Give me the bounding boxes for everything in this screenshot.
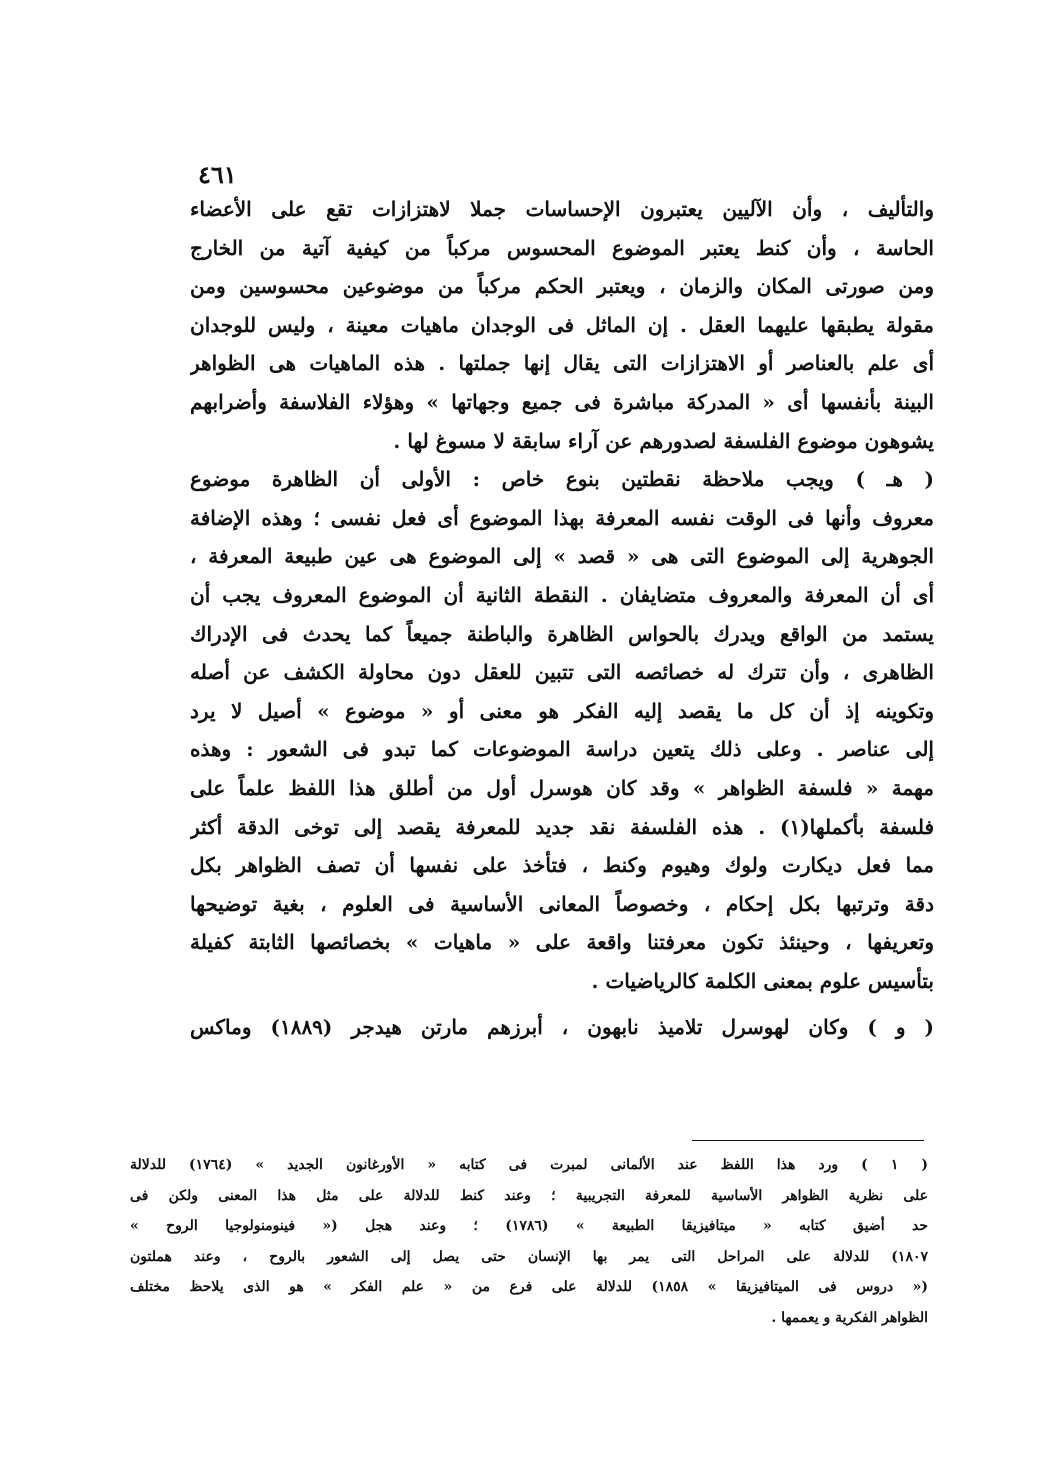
body-line: مما فعل ديكارت ولوك وهيوم وكنط ، فتأخذ على نفسها أن تصف الظواهر بكل — [190, 853, 934, 878]
body-line: إلى عناصر . وعلى ذلك يتعين دراسة الموضوعات كما تبدو فى الشعور : وهذه — [190, 737, 934, 762]
footnote-line: حد أضيق كتابه « ميتافيزيقا الطبيعة » (١٧٨٦) ؛ وعند هجل (« فينومنولوجيا الروح » — [130, 1218, 928, 1234]
page-number: ٤٦١ — [198, 160, 237, 189]
footnote-line: (« دروس فى الميتافيزيقا » ١٨٥٨) للدلالة على فرع من « علم الفكر » هو الذى يلاحظ مختلف — [130, 1279, 928, 1295]
body-line: الجوهرية إلى الموضوع التى هى « قصد » إلى الموضوع هى عين طبيعة المعرفة ، — [190, 544, 934, 569]
body-line: والتأليف ، وأن الآليين يعتبرون الإحساسات جملا لاهتزازات تقع على الأعضاء — [190, 197, 934, 221]
body-line: بتأسيس علوم بمعنى الكلمة كالرياضيات . — [591, 968, 934, 993]
footnote-separator — [692, 1140, 924, 1141]
body-line: يشوهون موضوع الفلسفة لصدورهم عن آراء سابقة لا مسوغ لها . — [393, 428, 934, 453]
body-line: مقولة يطبقها عليهما العقل . إن الماثل فى الوجدان ماهيات معينة ، وليس للوجدان — [190, 312, 934, 337]
footnotes — [130, 1150, 928, 1333]
footnote-line: ( ١ ) ورد هذا اللفظ عند الألمانى لمبرت فى كتابه « الأورغانون الجديد » (١٧٦٤) للدلالة — [130, 1157, 928, 1173]
body-line: وتكوينه إذ أن كل ما يقصد إليه الفكر هو معنى أو « موضوع » أصيل لا يرد — [190, 698, 934, 723]
body-line: فلسفة بأكملها(١) . هذه الفلسفة نقد جديد للمعرفة يقصد إلى توخى الدقة أكثر — [190, 814, 934, 839]
body-line: ومن صورتى المكان والزمان ، ويعتبر الحكم مركباً من موضوعين محسوسين ومن — [190, 274, 934, 299]
body-line: الظاهرى ، وأن تترك له خصائصه التى تتبين للعقل دون محاولة الكشف عن أصله — [190, 660, 934, 685]
body-text — [190, 190, 934, 1047]
body-line: أى علم بالعناصر أو الاهتزازات التى يقال إنها جملتها . هذه الماهيات هى الظواهر — [190, 351, 934, 376]
body-line: الحاسة ، وأن كنط يعتبر الموضوع المحسوس مركباً من كيفية آتية من الخارج — [190, 235, 934, 260]
footnote-line: الظواهر الفكرية و يعممها . — [771, 1309, 928, 1326]
footnote-line: على نظرية الظواهر الأساسية للمعرفة التجريبية ؛ وعند كنط للدلالة على مثل هذا المعنى ولكن فى — [130, 1187, 928, 1204]
footnote-line: ١٨٠٧) للدلالة على المراحل التى يمر بها الإنسان حتى يصل إلى الشعور بالروح ، وعند هملتون — [130, 1248, 928, 1265]
body-line: أى أن المعرفة والمعروف متضايفان . النقطة الثانية أن الموضوع المعروف يجب أن — [190, 582, 934, 607]
body-line: ( هـ ) ويجب ملاحظة نقطتين بنوع خاص : الأولى أن الظاهرة موضوع — [190, 467, 934, 492]
body-line: يستمد من الواقع ويدرك بالحواس الظاهرة والباطنة جميعاً كما يحدث فى الإدراك — [190, 621, 934, 646]
body-line: معروف وأنها فى الوقت نفسه المعرفة بهذا الموضوع أى فعل نفسى ؛ وهذه الإضافة — [190, 505, 934, 530]
body-line: دقة وترتبها بكل إحكام ، وخصوصاً المعانى الأساسية فى العلوم ، بغية توضيحها — [190, 891, 934, 916]
body-line: البينة بأنفسها أى « المدركة مباشرة فى جميع وجهاتها » وهؤلاء الفلاسفة وأضرابهم — [190, 389, 934, 414]
body-line: ( و ) وكان لهوسرل تلاميذ نابهون ، أبرزهم مارتن هيدجر (١٨٨٩) وماكس — [190, 1015, 934, 1040]
body-line: وتعريفها ، وحينئذ تكون معرفتنا واقعة على « ماهيات » بخصائصها الثابتة كفيلة — [190, 930, 934, 955]
body-line: مهمة « فلسفة الظواهر » وقد كان هوسرل أول من أطلق هذا اللفظ علماً على — [190, 775, 934, 800]
